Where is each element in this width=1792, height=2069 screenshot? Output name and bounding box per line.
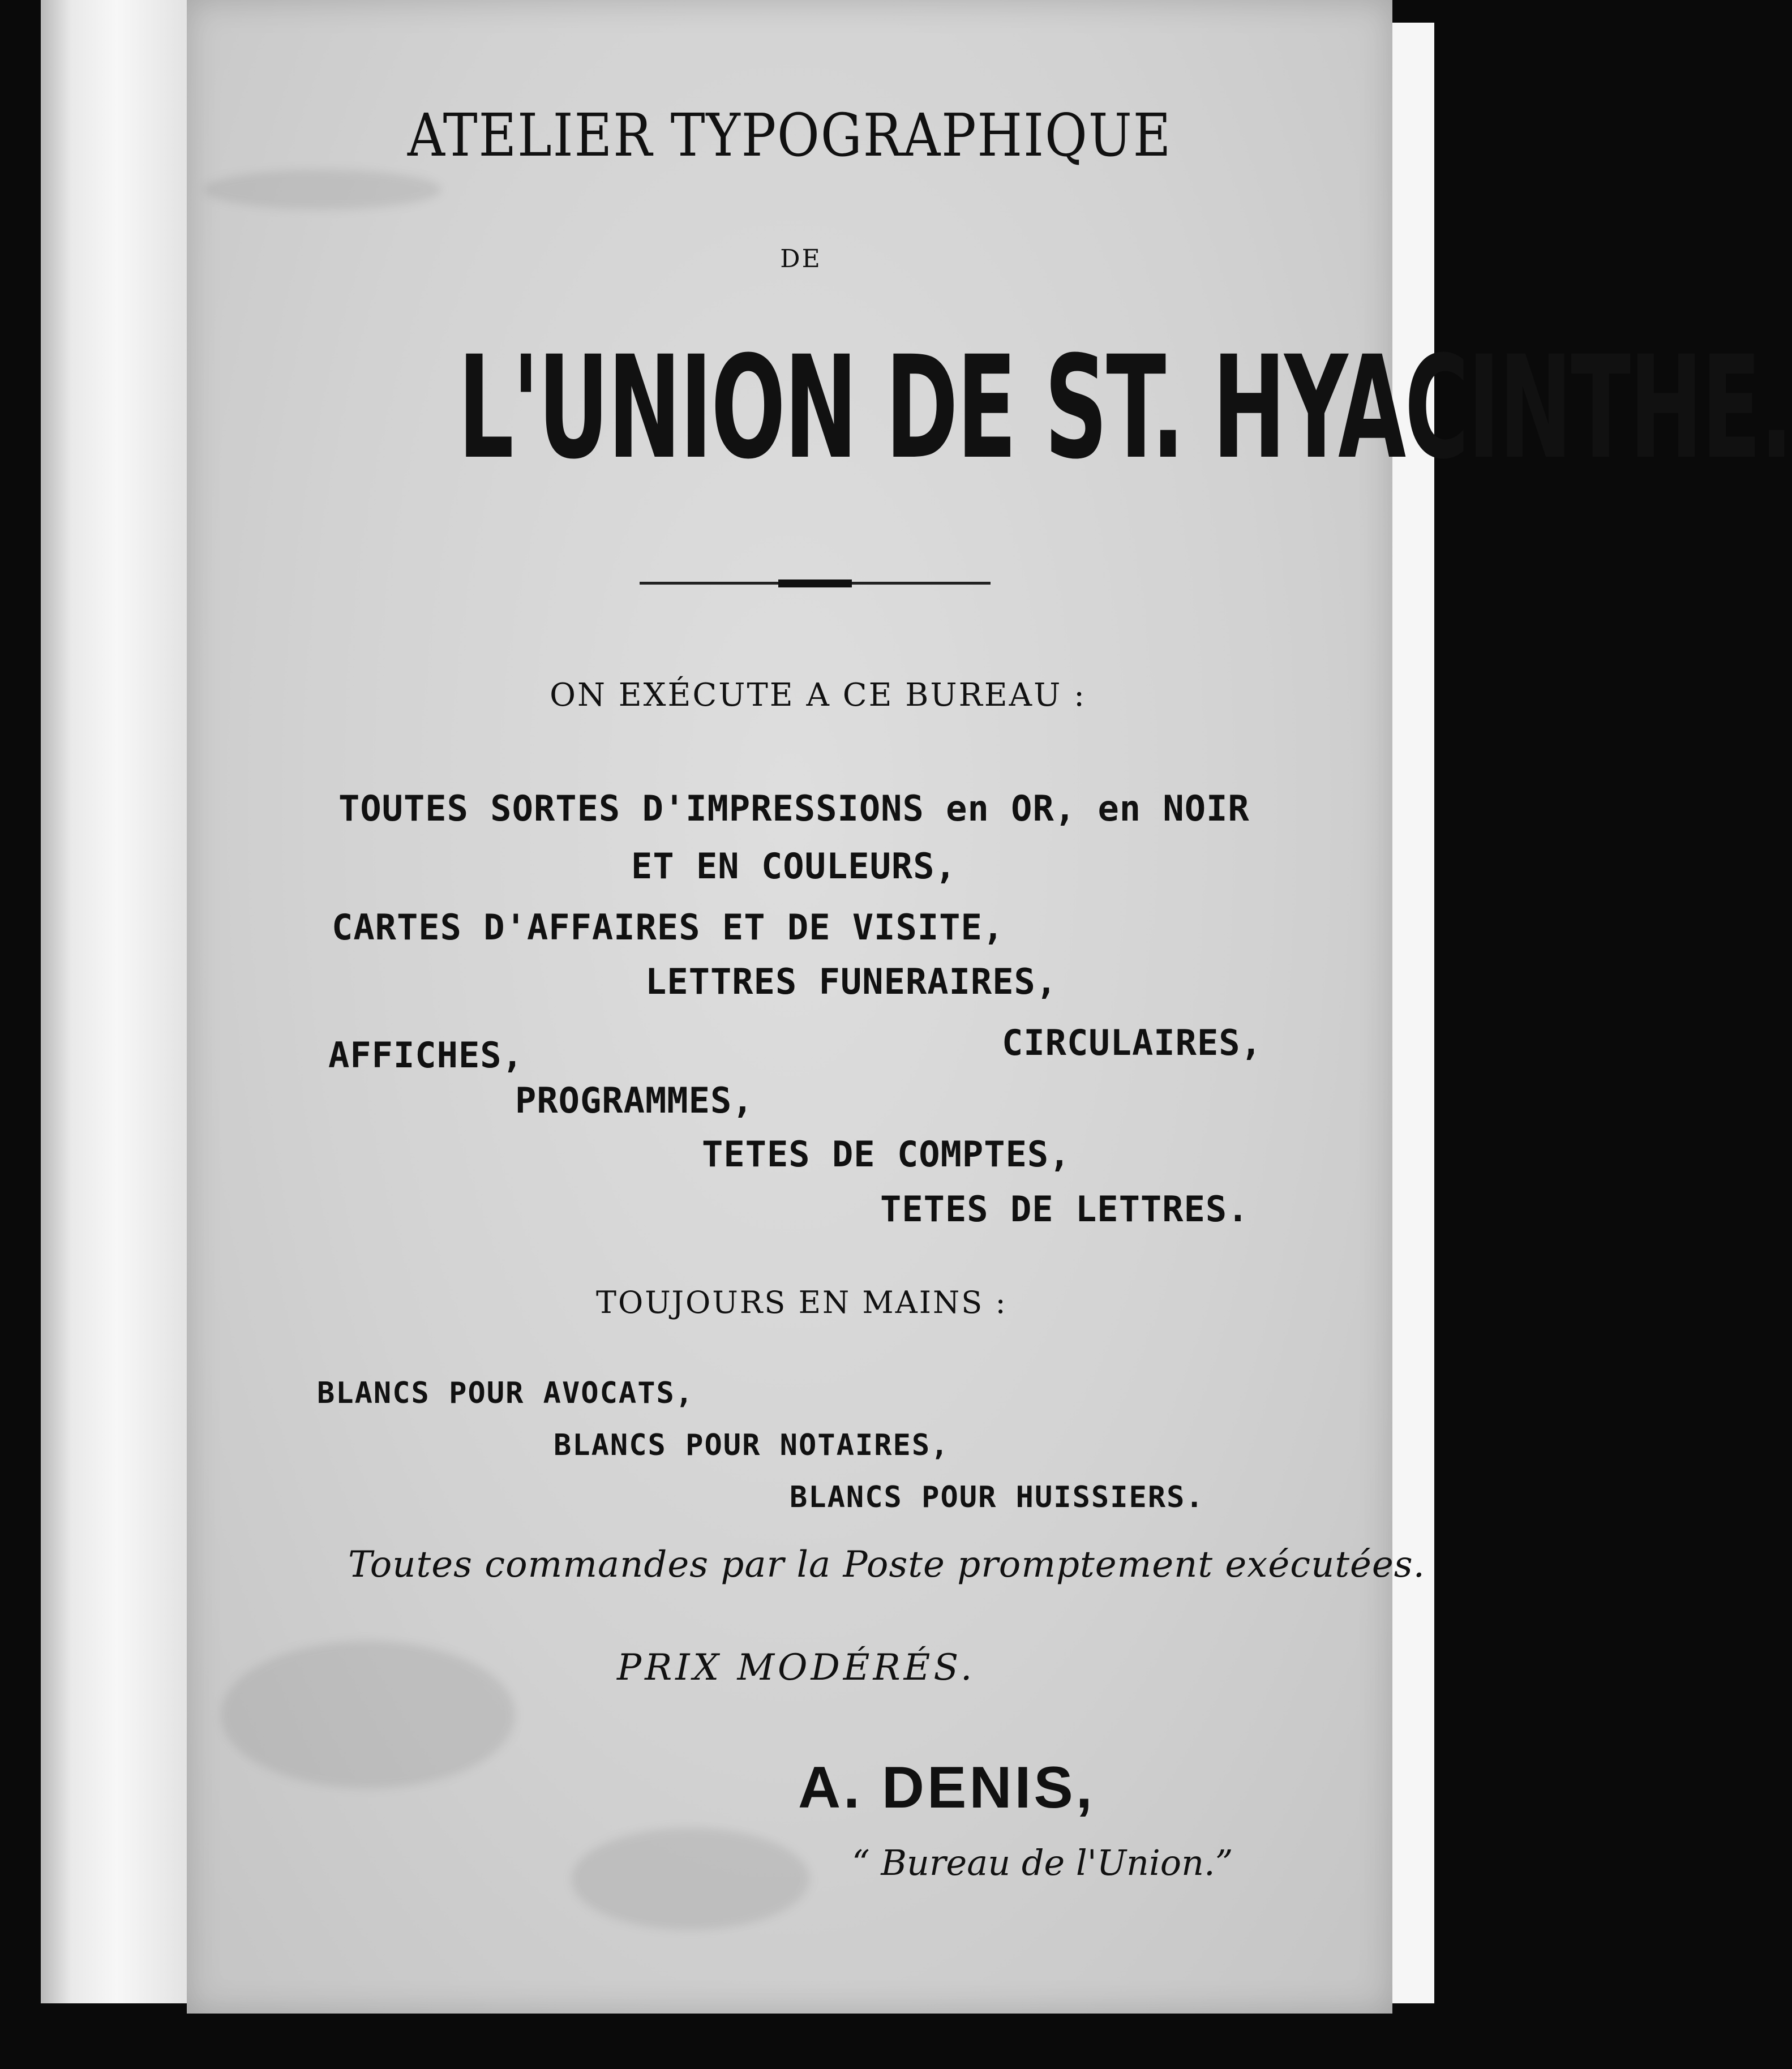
service-line: TOUTES SORTES D'IMPRESSIONS en OR, en NOIR — [338, 788, 1250, 829]
blank-form-line: BLANCS POUR AVOCATS, — [317, 1376, 694, 1410]
blank-form-line: BLANCS POUR NOTAIRES, — [554, 1428, 950, 1462]
service-line: CIRCULAIRES, — [1002, 1022, 1262, 1063]
page-stack-edge-left — [41, 0, 211, 2003]
service-line: AFFICHES, — [328, 1034, 524, 1076]
service-line: TETES DE COMPTES, — [702, 1134, 1071, 1175]
service-line: LETTRES FUNERAIRES, — [645, 961, 1058, 1002]
services-heading: ON EXÉCUTE A CE BUREAU : — [550, 677, 1086, 714]
advertisement-page — [187, 0, 1792, 2014]
service-line: TETES DE LETTRES. — [880, 1188, 1249, 1230]
stain-mark — [572, 1828, 809, 1930]
prices-note: PRIX MODÉRÉS. — [617, 1647, 976, 1689]
signature-office: “ Bureau de l'Union.” — [852, 1842, 1233, 1883]
stock-heading: TOUJOURS EN MAINS : — [596, 1285, 1008, 1320]
stain-mark — [221, 1641, 515, 1788]
service-line: CARTES D'AFFAIRES ET DE VISITE, — [332, 907, 1005, 948]
service-line: ET EN COULEURS, — [631, 845, 957, 887]
publisher-name: L'UNION DE ST. HYACINTHE. — [458, 325, 1792, 490]
title: ATELIER TYPOGRAPHIQUE — [407, 101, 1172, 170]
signature-name: A. DENIS, — [798, 1755, 1095, 1821]
title-connector: DE — [780, 244, 822, 273]
blank-form-line: BLANCS POUR HUISSIERS. — [790, 1480, 1204, 1514]
service-line: PROGRAMMES, — [515, 1080, 754, 1121]
stain-mark — [204, 170, 441, 209]
orders-note: Toutes commandes par la Poste promptement exécutées. — [348, 1544, 1425, 1586]
divider-ornament — [778, 580, 852, 587]
